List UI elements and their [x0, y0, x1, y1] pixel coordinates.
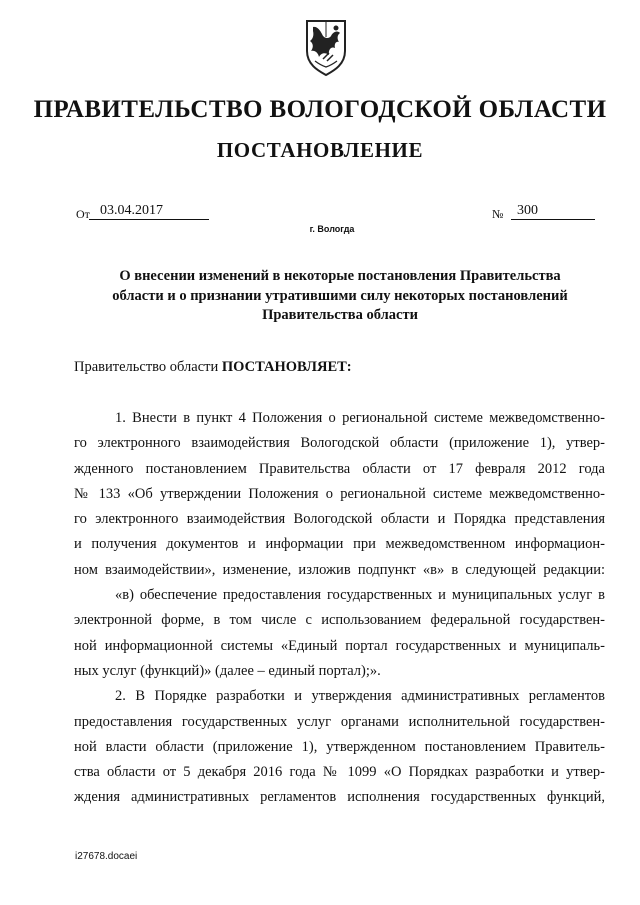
preamble-emphasis: ПОСТАНОВЛЯЕТ:	[221, 359, 352, 375]
body-line: ной информационной системы «Единый портал государственных и муниципаль-	[74, 637, 605, 654]
date-value: 03.04.2017	[89, 203, 209, 220]
body-line: ства области от 5 декабря 2016 года № 1099 «О Порядках разработки и утвер-	[74, 764, 605, 781]
document-body	[74, 406, 605, 811]
number-label: №	[492, 207, 504, 221]
date-label: От	[76, 207, 90, 221]
body-line: и получения документов и информации при межведомственном информацион-	[74, 536, 605, 553]
body-line: ных услуг (функций)» (далее – единый портал);».	[74, 662, 381, 679]
body-line: жденного постановлением Правительства области от 17 февраля 2012 года	[74, 460, 605, 477]
file-id-footer: i27678.docaei	[75, 851, 138, 862]
number-value: 300	[511, 203, 595, 220]
body-line: ной власти области (приложение 1), утвержденном постановлением Правитель-	[74, 738, 605, 755]
organization-title: ПРАВИТЕЛЬСТВО ВОЛОГОДСКОЙ ОБЛАСТИ	[33, 96, 607, 123]
subject-line: Правительства области	[262, 307, 418, 323]
document-subject	[70, 267, 610, 326]
preamble-text: Правительство области	[74, 359, 222, 375]
body-line: ждения административных регламентов исполнения государственных функций,	[74, 789, 605, 806]
body-line: го электронного взаимодействия Вологодской области и Порядка представления	[74, 511, 605, 528]
body-line: № 133 «Об утверждении Положения о региональной системе межведомственно-	[74, 485, 605, 502]
subject-line: О внесении изменений в некоторые постановления Правительства	[119, 268, 561, 284]
preamble	[74, 358, 352, 377]
body-line: ном взаимодействии», изменение, изложив подпункт «в» в следующей редакции:	[74, 561, 605, 578]
coat-of-arms-icon	[303, 17, 349, 77]
body-line: 2. В Порядке разработки и утверждения административных регламентов	[115, 688, 605, 705]
body-line: 1. Внести в пункт 4 Положения о региональной системе межведомственно-	[115, 410, 605, 426]
body-line: го электронного взаимодействия Вологодской области (приложение 1), утвер-	[74, 435, 605, 452]
body-line: «в) обеспечение предоставления государственных и муниципальных услуг в	[115, 587, 605, 604]
subject-line: области и о признании утратившими силу некоторых постановлений	[112, 287, 568, 304]
city-label: г. Вологда	[309, 224, 355, 234]
body-line: электронной форме, в том числе с использованием федеральной государствен-	[74, 612, 605, 629]
document-type-title: ПОСТАНОВЛЕНИЕ	[216, 138, 424, 162]
body-line: предоставления государственных услуг органами исполнительной государствен-	[74, 713, 605, 730]
